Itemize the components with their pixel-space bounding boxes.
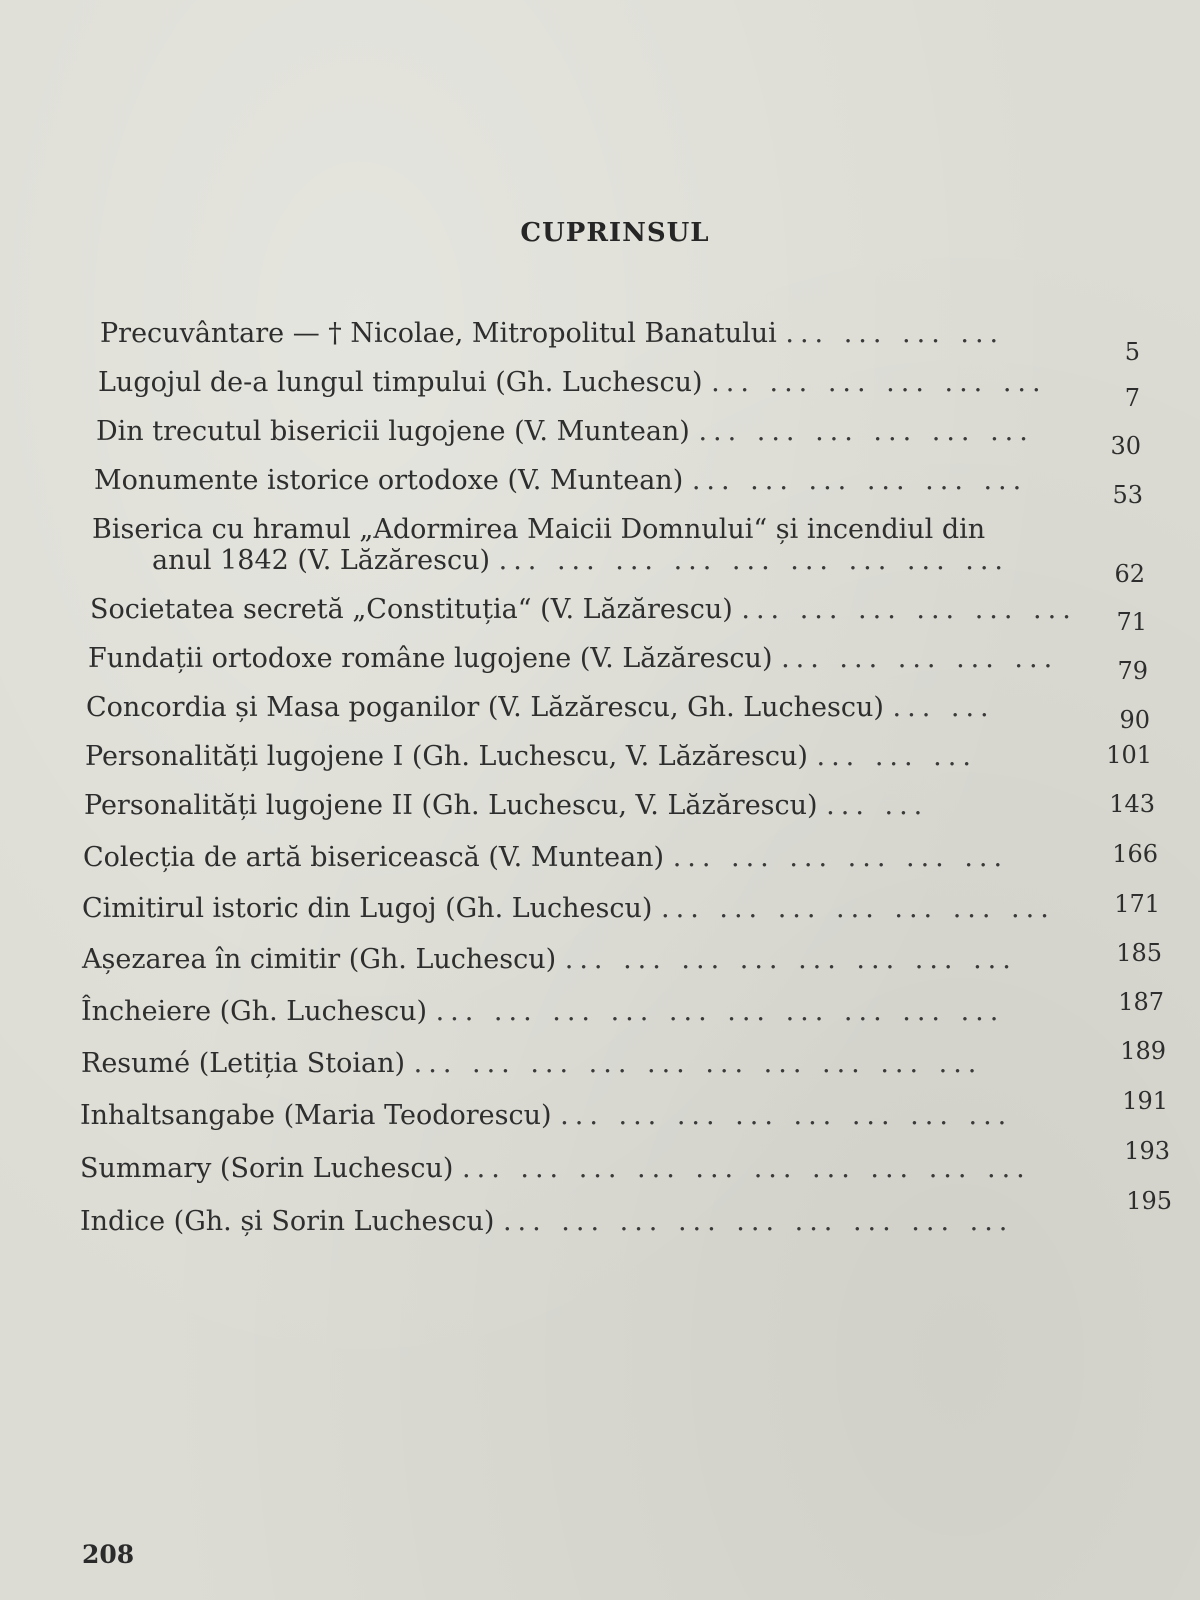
toc-entry bbox=[83, 842, 1008, 874]
toc-entry-title: Summary (Sorin Luchescu) bbox=[80, 1153, 454, 1184]
toc-entry bbox=[80, 1153, 1031, 1185]
toc-page-number: 143 bbox=[1109, 790, 1155, 818]
toc-entry-title: Societatea secretă „Constituția“ (V. Lăzărescu) bbox=[90, 594, 733, 625]
toc-entry-title: Așezarea în cimitir (Gh. Luchescu) bbox=[82, 944, 557, 975]
toc-page-number: 191 bbox=[1122, 1087, 1168, 1115]
toc-entry-title: Personalități lugojene II (Gh. Luchescu, V. Lăzărescu) bbox=[84, 790, 818, 821]
toc-entry-title: Fundații ortodoxe române lugojene (V. Lăzărescu) bbox=[88, 643, 773, 674]
leader-dots: ... ... ... ... ... bbox=[781, 643, 1059, 674]
toc-entry bbox=[81, 1048, 982, 1080]
toc-page-number: 62 bbox=[1114, 560, 1145, 588]
leader-dots: ... ... ... bbox=[816, 741, 977, 772]
toc-entry-title: Inhaltsangabe (Maria Teodorescu) bbox=[80, 1100, 552, 1131]
toc-page-number: 171 bbox=[1114, 890, 1160, 918]
leader-dots: ... ... ... ... ... ... bbox=[691, 465, 1028, 496]
leader-dots: ... ... ... ... ... ... bbox=[741, 594, 1077, 625]
toc-entry bbox=[82, 944, 1017, 976]
toc-entry-title: Cimitirul istoric din Lugoj (Gh. Luchescu) bbox=[82, 893, 653, 924]
leader-dots: ... ... ... ... ... ... ... ... ... bbox=[502, 1206, 1014, 1237]
toc-page-number: 166 bbox=[1112, 840, 1158, 868]
toc-entry bbox=[82, 893, 1055, 925]
toc-entry bbox=[86, 692, 995, 724]
toc-page-number: 53 bbox=[1112, 481, 1143, 509]
toc-page-number: 187 bbox=[1118, 988, 1164, 1016]
leader-dots: ... ... ... ... ... ... ... ... ... ... bbox=[462, 1153, 1031, 1184]
toc-entry-title: Indice (Gh. și Sorin Luchescu) bbox=[80, 1206, 495, 1237]
toc-page-number: 30 bbox=[1110, 432, 1141, 460]
toc-entry bbox=[94, 465, 1027, 497]
toc-page-number: 189 bbox=[1120, 1037, 1166, 1065]
toc-entry bbox=[88, 643, 1058, 675]
folio-page-number: 208 bbox=[82, 1540, 135, 1569]
toc-entry-title: Concordia și Masa poganilor (V. Lăzărescu, Gh. Luchescu) bbox=[86, 692, 884, 723]
toc-page-number: 195 bbox=[1126, 1187, 1172, 1215]
toc-page-number: 5 bbox=[1124, 338, 1140, 366]
toc-page-number: 101 bbox=[1106, 741, 1152, 769]
toc-entry-title: Monumente istorice ortodoxe (V. Muntean) bbox=[94, 465, 684, 496]
toc-page-number: 193 bbox=[1124, 1137, 1170, 1165]
toc-page-number: 79 bbox=[1117, 657, 1148, 685]
toc-entry-title: Personalități lugojene I (Gh. Luchescu, V. Lăzărescu) bbox=[85, 741, 808, 772]
toc-entry-title: Încheiere (Gh. Luchescu) bbox=[81, 996, 427, 1027]
toc-entry-title: Resumé (Letiția Stoian) bbox=[81, 1048, 406, 1079]
toc-entry bbox=[81, 996, 1004, 1028]
toc-entry bbox=[100, 318, 1004, 350]
toc-page-number: 71 bbox=[1116, 608, 1147, 636]
leader-dots: ... ... ... ... ... ... bbox=[711, 367, 1047, 398]
toc-entry-continuation bbox=[152, 545, 1009, 577]
toc-entry-title: Biserica cu hramul „Adormirea Maicii Domnului“ și incendiul din bbox=[92, 514, 986, 545]
toc-entry bbox=[90, 594, 1077, 626]
toc-entry-title: Colecția de artă bisericească (V. Muntean) bbox=[83, 842, 665, 873]
toc-entry-title: Precuvântare — † Nicolae, Mitropolitul Banatului bbox=[100, 318, 777, 349]
leader-dots: ... ... ... ... ... ... ... ... ... bbox=[498, 545, 1009, 576]
leader-dots: ... ... ... ... bbox=[785, 318, 1005, 349]
leader-dots: ... ... bbox=[892, 692, 995, 723]
toc-page-number: 7 bbox=[1124, 384, 1140, 412]
leader-dots: ... ... ... ... ... ... bbox=[672, 842, 1009, 873]
toc-entry bbox=[80, 1100, 1012, 1132]
toc-entry bbox=[96, 416, 1034, 448]
toc-entry bbox=[84, 790, 928, 822]
leader-dots: ... ... bbox=[826, 790, 929, 821]
leader-dots: ... ... ... ... ... ... ... bbox=[661, 893, 1055, 924]
leader-dots: ... ... ... ... ... ... ... ... ... ... bbox=[435, 996, 1005, 1027]
leader-dots: ... ... ... ... ... ... ... ... bbox=[560, 1100, 1013, 1131]
leader-dots: ... ... ... ... ... ... ... ... bbox=[564, 944, 1017, 975]
toc-entry bbox=[98, 367, 1047, 399]
toc-entry bbox=[92, 514, 985, 546]
leader-dots: ... ... ... ... ... ... ... ... ... ... bbox=[413, 1048, 983, 1079]
toc-page-number: 185 bbox=[1116, 939, 1162, 967]
toc-entry-title: Din trecutul bisericii lugojene (V. Muntean) bbox=[96, 416, 690, 447]
toc-entry-title-continued: anul 1842 (V. Lăzărescu) bbox=[152, 545, 491, 576]
toc-entry bbox=[80, 1206, 1013, 1238]
toc-page-number: 90 bbox=[1119, 706, 1150, 734]
leader-dots: ... ... ... ... ... ... bbox=[698, 416, 1034, 447]
toc-heading: CUPRINSUL bbox=[520, 218, 710, 248]
toc-entry-title: Lugojul de-a lungul timpului (Gh. Luchescu) bbox=[98, 367, 703, 398]
toc-entry bbox=[85, 741, 977, 773]
